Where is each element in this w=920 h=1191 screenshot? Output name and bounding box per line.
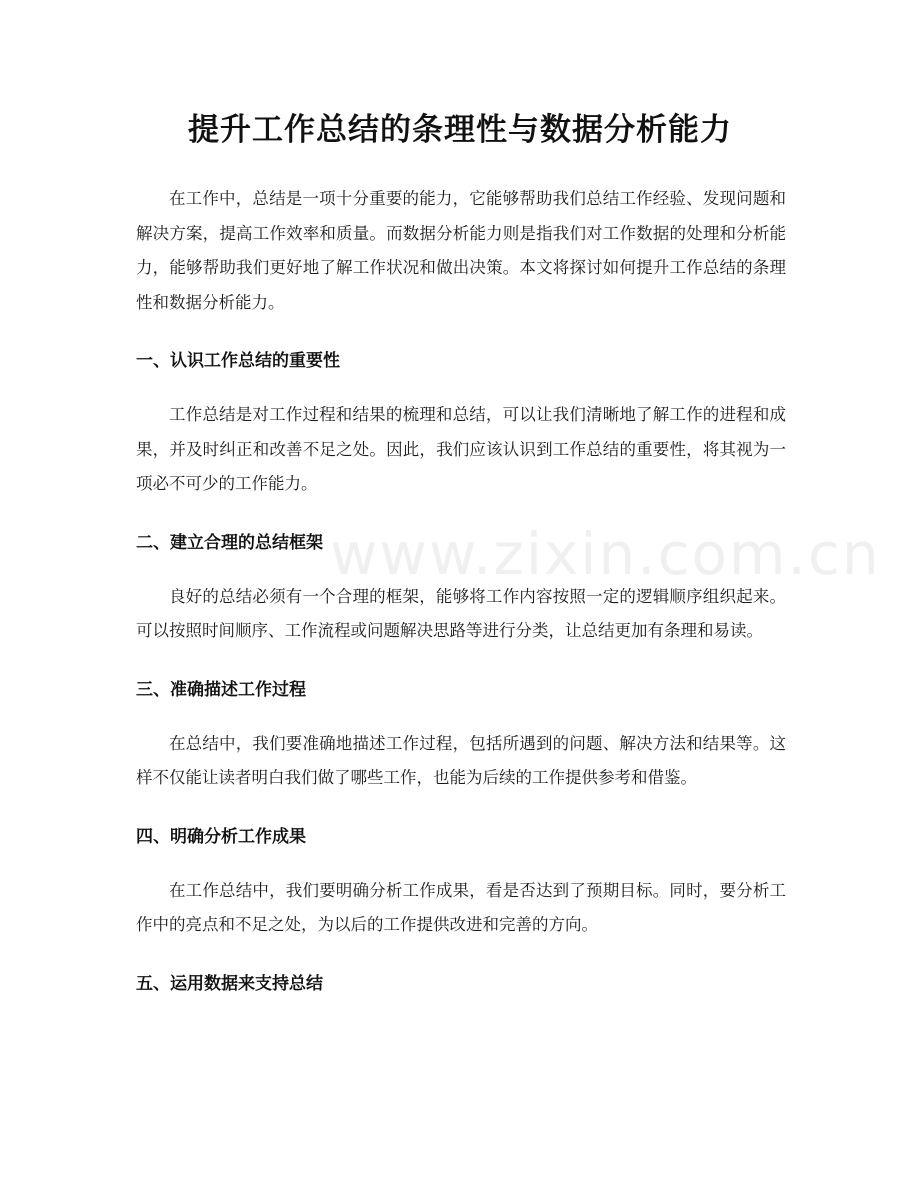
section-heading-2: 二、建立合理的总结框架 — [136, 532, 323, 553]
section-heading-1: 一、认识工作总结的重要性 — [136, 351, 340, 371]
intro-paragraph: 在工作中，总结是一项十分重要的能力，它能够帮助我们总结工作经验、发现问题和解决方案，提高工作效率和质量。而数据分析能力则是指我们对工作数据的处理和分析能力，能够帮助我们更好地了解工作状况和做出决策。本文将探讨如何提升工作总结的条理性和数据分析能力。 — [136, 189, 786, 312]
page-title: 提升工作总结的条理性与数据分析能力 — [188, 112, 732, 148]
section-body-1: 工作总结是对工作过程和结果的梳理和总结，可以让我们清晰地了解工作的进程和成果，并及时纠正和改善不足之处。因此，我们应该认识到工作总结的重要性，将其视为一项必不可少的工作能力。 — [136, 405, 786, 493]
section-body-3: 在总结中，我们要准确地描述工作过程，包括所遇到的问题、解决方法和结果等。这样不仅能让读者明白我们做了哪些工作，也能为后续的工作提供参考和借鉴。 — [136, 733, 786, 787]
section-body-4: 在工作总结中，我们要明确分析工作成果，看是否达到了预期目标。同时，要分析工作中的亮点和不足之处，为以后的工作提供改进和完善的方向。 — [136, 880, 786, 934]
section-heading-5: 五、运用数据来支持总结 — [136, 973, 323, 994]
watermark: www.zixin.com.cn — [330, 520, 881, 588]
section-body-2: 良好的总结必须有一个合理的框架，能够将工作内容按照一定的逻辑顺序组织起来。可以按照时间顺序、工作流程或问题解决思路等进行分类，让总结更加有条理和易读。 — [136, 586, 786, 640]
section-heading-3: 三、准确描述工作过程 — [136, 679, 306, 700]
section-heading-4: 四、明确分析工作成果 — [136, 826, 306, 847]
document-body — [136, 182, 786, 1001]
